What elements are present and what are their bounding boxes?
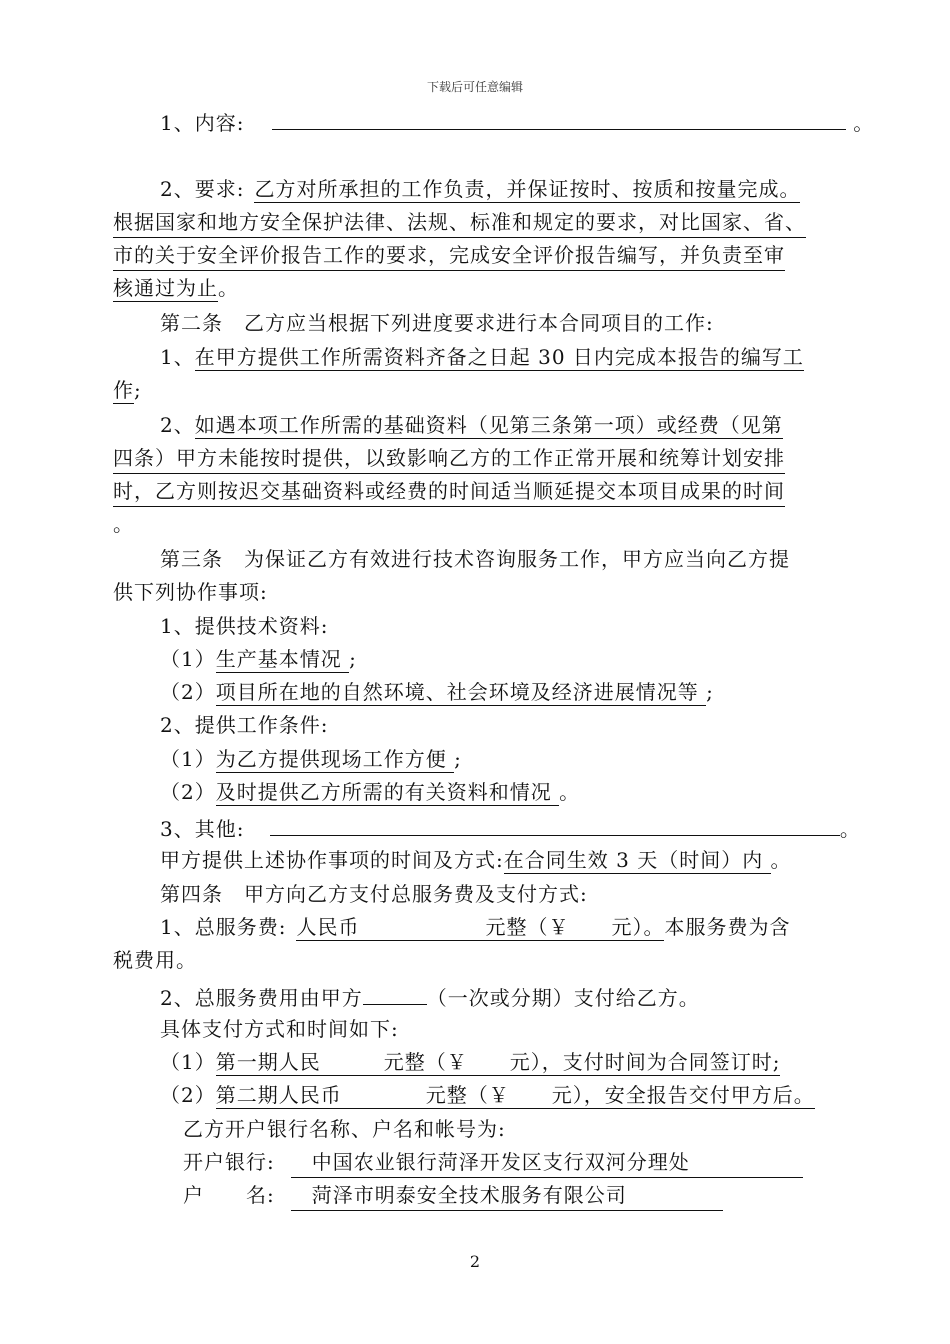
item-number: 2、 — [160, 413, 195, 437]
article-2-item-1 — [160, 343, 804, 371]
bank-name-line — [183, 1148, 803, 1178]
cooperation-timing-line — [160, 846, 792, 874]
payment-schedule-heading: 具体支付方式和时间如下: — [160, 1017, 399, 1041]
other-blank-field — [270, 813, 840, 836]
content-blank-field — [272, 107, 846, 130]
bank-name-value: 中国农业银行菏泽开发区支行双河分理处 — [291, 1148, 803, 1178]
requirement-line-2: 根据国家和地方安全保护法律、法规、标准和规定的要求，对比国家、省、 — [113, 208, 806, 238]
work-conditions-heading: 2、提供工作条件: — [160, 713, 329, 737]
page-number: 2 — [469, 1252, 481, 1271]
article-3-heading: 第三条 为保证乙方有效进行技术咨询服务工作，甲方应当向乙方提 — [160, 547, 790, 571]
semicolon: ; — [706, 680, 714, 704]
work-conditions-item-1 — [160, 745, 462, 773]
payment-mode-label: 2、总服务费用由甲方 — [160, 986, 363, 1010]
article-4-heading: 第四条 甲方向乙方支付总服务费及支付方式: — [160, 882, 588, 906]
article-2-heading: 第二条 乙方应当根据下列进度要求进行本合同项目的工作: — [160, 311, 714, 335]
requirement-line-3: 市的关于安全评价报告工作的要求，完成安全评价报告编写，并负责至审 — [113, 241, 785, 271]
bank-info-heading: 乙方开户银行名称、户名和帐号为: — [183, 1117, 506, 1141]
item-number: （2） — [160, 1083, 216, 1107]
payment-installment-1 — [160, 1048, 780, 1076]
total-fee-amount: 人民币 元整（￥ 元）。 — [296, 915, 665, 939]
period: 。 — [770, 848, 792, 872]
item-content-label: 1、内容: — [160, 111, 245, 135]
article-2-item-2 — [160, 411, 783, 439]
timing-label: 甲方提供上述协作事项的时间及方式: — [160, 848, 504, 872]
period: 。 — [839, 817, 861, 841]
tech-materials-heading: 1、提供技术资料: — [160, 614, 329, 638]
account-name-value: 菏泽市明泰安全技术服务有限公司 — [291, 1181, 723, 1211]
content-line-1 — [160, 107, 874, 137]
page-header: 下载后可任意编辑 — [426, 80, 523, 94]
delay-text: 如遇本项工作所需的基础资料（见第三条第一项）或经费（见第 — [194, 413, 783, 437]
period: 。 — [559, 780, 581, 804]
tech-materials-item-2 — [160, 678, 714, 706]
other-line — [160, 813, 861, 843]
total-fee-label: 1、总服务费: — [160, 915, 287, 939]
item-text: 项目所在地的自然环境、社会环境及经济进展情况等 — [215, 680, 707, 704]
semicolon: ; — [454, 747, 462, 771]
delay-text-line-2: 四条）甲方未能按时提供，以致影响乙方的工作正常开展和统筹计划安排 — [113, 444, 785, 474]
account-name-line — [183, 1181, 723, 1211]
requirement-line-4 — [113, 274, 239, 302]
item-text: 为乙方提供现场工作方便 — [215, 747, 455, 771]
payment-mode-line — [160, 982, 700, 1012]
item-text: 及时提供乙方所需的有关资料和情况 — [215, 780, 560, 804]
item-text: 生产基本情况 — [215, 647, 350, 671]
item-number: （2） — [160, 680, 216, 704]
item-number: 1、 — [160, 345, 195, 369]
bank-name-label: 开户银行: — [183, 1150, 275, 1174]
requirement-text: 乙方对所承担的工作负责，并保证按时、按质和按量完成。 — [254, 177, 801, 201]
total-fee-line — [160, 913, 790, 941]
period: 。 — [853, 111, 875, 135]
work-conditions-item-2 — [160, 778, 580, 806]
total-fee-note: 本服务费为含 — [664, 915, 791, 939]
installment-text: 第一期人民 元整（￥ 元），支付时间为合同签订时; — [215, 1050, 781, 1074]
requirement-line-1 — [160, 175, 800, 203]
item-number: （2） — [160, 780, 216, 804]
item-number: （1） — [160, 647, 216, 671]
timing-value: 在合同生效 3 天（时间）内 — [503, 848, 771, 872]
period: 。 — [218, 276, 239, 300]
article-3-heading-cont: 供下列协作事项: — [113, 580, 268, 604]
item-requirement-label: 2、要求: — [160, 177, 245, 201]
schedule-text-end: 作 — [113, 378, 134, 402]
schedule-text: 在甲方提供工作所需资料齐备之日起 30 日内完成本报告的编写工 — [194, 345, 804, 369]
delay-text-period: 。 — [113, 512, 134, 536]
tech-materials-item-1 — [160, 645, 357, 673]
payment-installment-2 — [160, 1081, 815, 1109]
installment-text: 第二期人民币 元整（￥ 元），安全报告交付甲方后。 — [215, 1083, 815, 1107]
account-name-label: 户 名: — [183, 1183, 275, 1207]
payment-mode-text: （一次或分期）支付给乙方。 — [426, 986, 700, 1010]
semicolon: ; — [349, 647, 357, 671]
item-number: （1） — [160, 1050, 216, 1074]
semicolon: ; — [134, 378, 142, 402]
article-2-item-1-cont — [113, 376, 142, 404]
item-number: （1） — [160, 747, 216, 771]
payment-mode-blank — [363, 982, 427, 1005]
other-label: 3、其他: — [160, 817, 245, 841]
total-fee-note-cont: 税费用。 — [113, 948, 197, 972]
requirement-text-end: 核通过为止 — [113, 276, 218, 300]
delay-text-line-3: 时，乙方则按迟交基础资料或经费的时间适当顺延提交本项目成果的时间 — [113, 477, 785, 507]
